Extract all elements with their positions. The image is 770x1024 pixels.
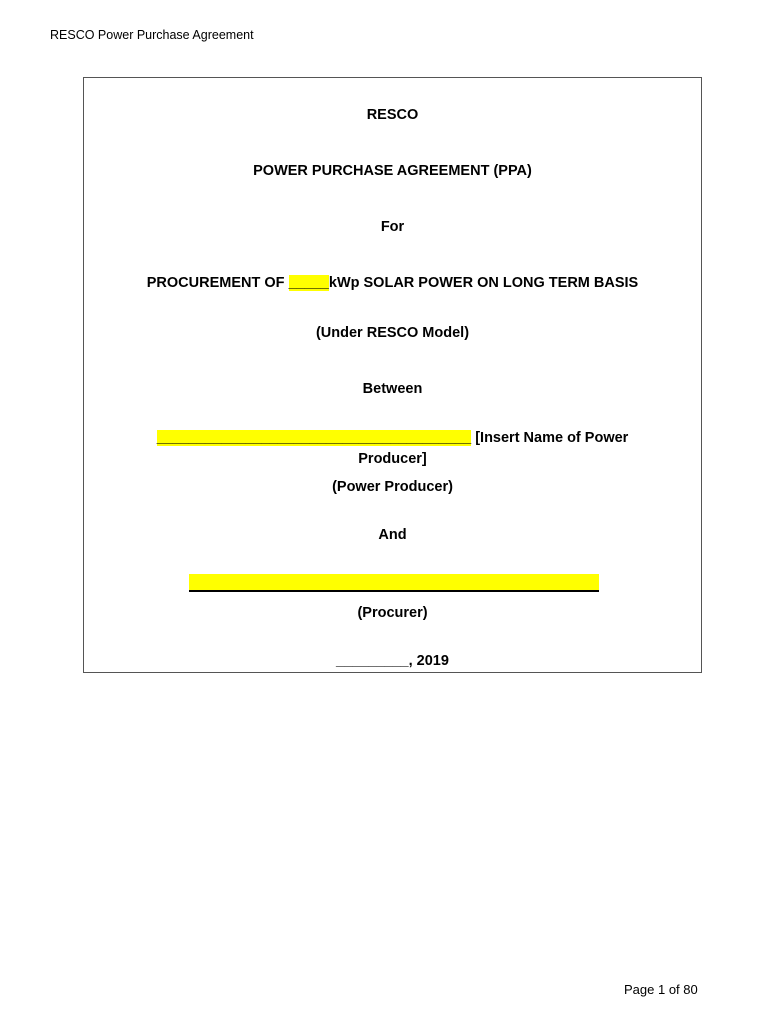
page-number: Page 1 of 80	[624, 982, 698, 997]
title-resco: RESCO	[366, 107, 419, 123]
producer-instruction-continued: Producer]	[358, 451, 427, 467]
title-procurement	[84, 274, 701, 292]
title-model: (Under RESCO Model)	[315, 325, 470, 341]
title-ppa: POWER PURCHASE AGREEMENT (PPA)	[253, 163, 532, 179]
procurer-role: (Procurer)	[357, 605, 428, 621]
producer-instruction: [Insert Name of Power	[471, 430, 629, 446]
title-and: And	[378, 527, 407, 543]
producer-name-line	[84, 429, 701, 447]
producer-name-blank: _______________________________________	[156, 430, 472, 446]
date-line	[84, 652, 701, 670]
title-between: Between	[362, 381, 423, 397]
procurer-name-blank	[189, 574, 599, 592]
procurement-suffix: kWp SOLAR POWER ON LONG TERM BASIS	[328, 275, 639, 291]
procurement-prefix: PROCUREMENT OF	[146, 275, 289, 291]
title-for: For	[380, 219, 405, 235]
producer-role: (Power Producer)	[332, 479, 453, 495]
title-page-box	[83, 77, 702, 673]
date-blank: _________	[336, 653, 409, 669]
running-header: RESCO Power Purchase Agreement	[50, 28, 254, 42]
capacity-blank: _____	[288, 275, 329, 291]
date-year: , 2019	[408, 653, 449, 669]
